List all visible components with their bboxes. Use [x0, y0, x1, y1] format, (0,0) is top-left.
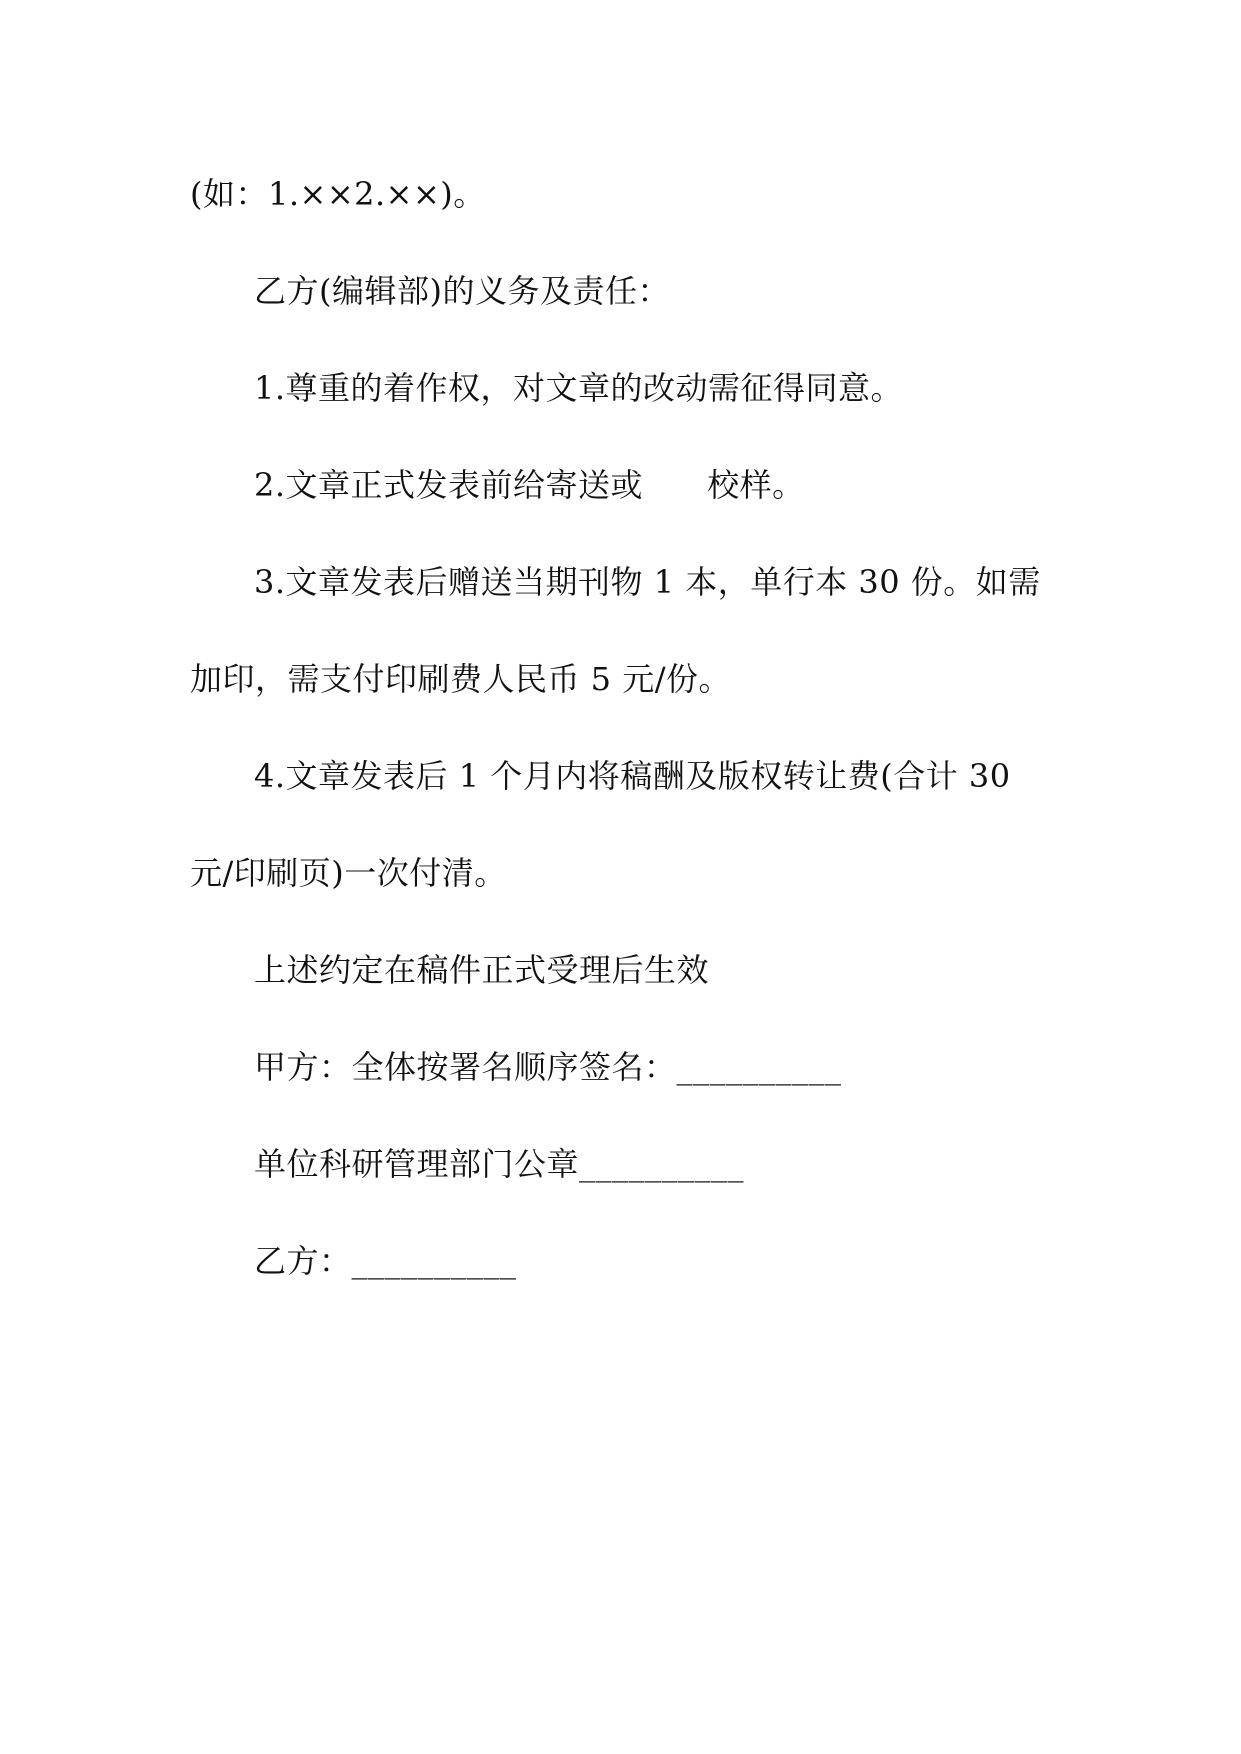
party-a-signature-line: 甲方：全体按署名顺序签名：__________: [254, 1048, 842, 1086]
party-b-duties-heading: 乙方(编辑部)的义务及责任：: [254, 272, 670, 310]
institution-seal-line: 单位科研管理部门公章__________: [254, 1145, 745, 1183]
duty-item-4: 4.文章发表后 1 个月内将稿酬及版权转让费(合计 30: [254, 757, 1011, 795]
duty-item-1: 1.尊重的着作权，对文章的改动需征得同意。: [254, 369, 904, 407]
example-note-line: (如：1.××2.××)。: [190, 175, 486, 213]
party-b-signature-line: 乙方：__________: [254, 1242, 517, 1280]
duty-item-4-continued: 元/印刷页)一次付清。: [190, 854, 507, 892]
duty-item-3-continued: 加印，需支付印刷费人民币 5 元/份。: [190, 660, 731, 698]
document-body: [190, 170, 1070, 1334]
duty-item-3: 3.文章发表后赠送当期刊物 1 本，单行本 30 份。如需: [254, 563, 1041, 601]
duty-item-2: 2.文章正式发表前给寄送或 校样。: [254, 466, 805, 504]
effective-clause: 上述约定在稿件正式受理后生效: [254, 951, 710, 989]
